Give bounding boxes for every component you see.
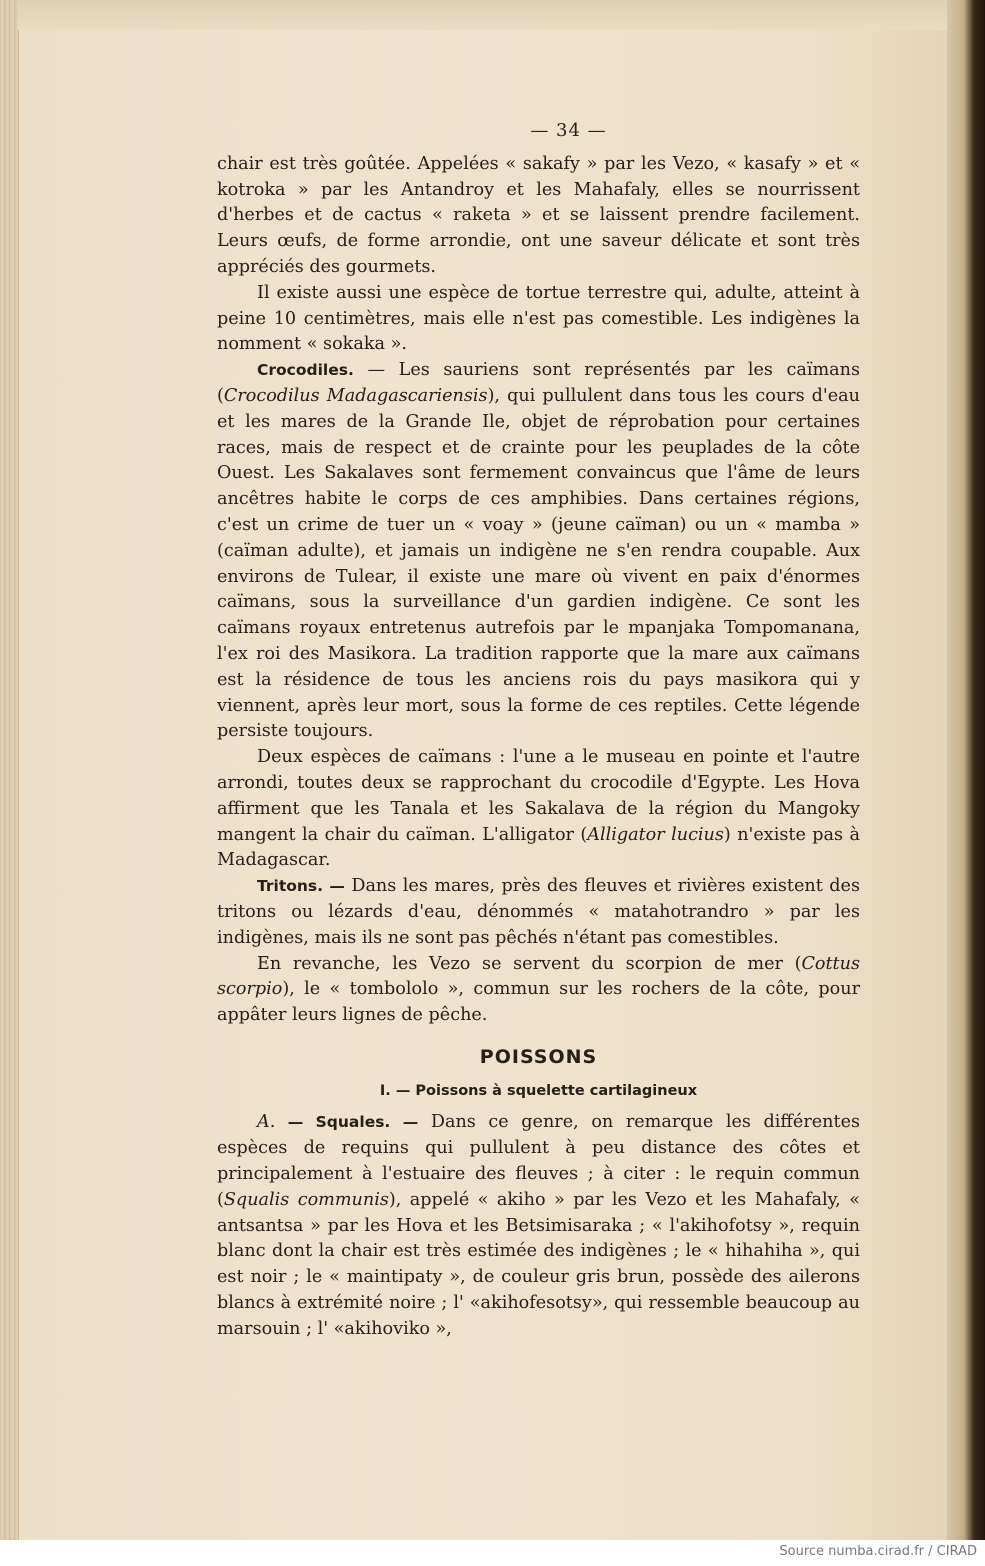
book-fore-edge [947,0,985,1540]
heading-tritons: Tritons. — [257,877,345,896]
paragraph-scorpion [217,952,860,1029]
section-title-poissons: POISSONS [479,1045,598,1068]
subsection-title: I. — Poissons à squelette cartilagineux [379,1082,698,1099]
paragraph-tortoise-continued: chair est très goûtée. Appelées « sakafy » par les Vezo, « kasafy » et « kotroka » par les Antandroy et les Mahafaly, elles se nourrissent d'herbes et de cactus « raketa » et se laissent prendre facilement. Leurs œufs, de forme arrondie, ont une saveur délicate et sont très appréciés des gourmets. [217,153,860,277]
squales-species: Squalis communis [223,1189,389,1210]
scorpion-text-b: ), le « tombololo », commun sur les rochers de la côte, pour appâter leurs lignes de pêche. [217,979,860,1026]
crocodiles-text-b: ), qui pullulent dans tous les cours d'eau et les mares de la Grande Ile, objet de réprobation pour certaines races, mais de respect et de crainte pour les peuplades de la côte Ouest. Les Sakalaves sont fermement convaincus que l'âme de leurs ancêtres habite le corps de ces amphibies. Dans certaines régions, c'est un crime de tuer un « voay » (jeune caïman) ou un « mamba » (caïman adulte), et jamais un indigène ne s'en rendra coupable. Aux environs de Tulear, il existe une mare où vivent en paix d'énormes caïmans, sous la surveillance d'un gardien indigène. Ce sont les caïmans royaux entretenus autrefois par le mpanjaka Tompomanana, l'ex roi des Masikora. La tradition rapporte que la mare aux caïmans est la résidence de tous les anciens rois du pays masikora qui y viennent, après leur mort, sous la forme de ces reptiles. Cette légende persiste toujours. [217,385,860,742]
crocodiles-text-a: — Les sauriens sont représentés par les caïmans ( [217,360,860,406]
squales-text-b: ), appelé « akiho » par les Vezo et les Mahafaly, « antsantsa » par les Hova et les Betsimisaraka ; « l'akihofotsy », requin blanc dont la chair est très estimée des indigènes ; le « hihahiha », qui est noir ; le « maintipaty », de couleur gris brun, possède des ailerons blancs à extrémité noire ; l' «akihofesotsy», qui ressemble beaucoup au marsouin ; l' «akihoviko », [217,1189,860,1339]
crocodiles-species: Crocodilus Madagascariensis [223,385,488,406]
source-credit: Source numba.cirad.fr / CIRAD [779,1544,977,1559]
paragraph-land-tortoise: Il existe aussi une espèce de tortue terrestre qui, adulte, atteint à peine 10 centimètres, mais elle n'est pas comestible. Les indigènes la nomment « sokaka ». [217,282,860,355]
squales-letter: A. [257,1112,276,1133]
paragraph-squales [217,1110,860,1342]
page-body [217,118,860,1343]
tritons-text: Dans les mares, près des fleuves et rivières existent des tritons ou lézards d'eau, dénommés « matahotrandro » par les indigènes, mais ils ne sont pas pêchés n'étant pas comestibles. [217,876,860,948]
binding-edge [0,0,18,1540]
page-number: — 34 — [530,120,607,141]
paragraph-caiman-species [217,745,860,874]
scorpion-species: Cottus scorpio [217,953,860,1000]
paragraph-tritons [217,874,860,951]
caiman-text-a: Deux espèces de caïmans : l'une a le museau en pointe et l'autre arrondi, toutes deux se rapprochant du crocodile d'Egypte. Les Hova affirment que les Tanala et les Sakalava de la région du Mangoky mangent la chair du caïman. L'alligator ( [217,747,860,845]
squales-text-a: Dans ce genre, on remarque les différentes espèces de requins qui pullulent à peu distance des côtes et principalement à l'estuaire des fleuves ; à citer : le requin commun ( [217,1112,861,1210]
paragraph-crocodiles [217,358,860,745]
heading-crocodiles: Crocodiles. [257,361,354,380]
scorpion-text-a: En revanche, les Vezo se servent du scorpion de mer ( [257,953,802,974]
heading-squales: — Squales. — [275,1113,419,1132]
page-top-edge [0,0,985,30]
caiman-text-b: ) n'existe pas à Madagascar. [217,824,860,871]
alligator-species: Alligator lucius [587,824,724,845]
